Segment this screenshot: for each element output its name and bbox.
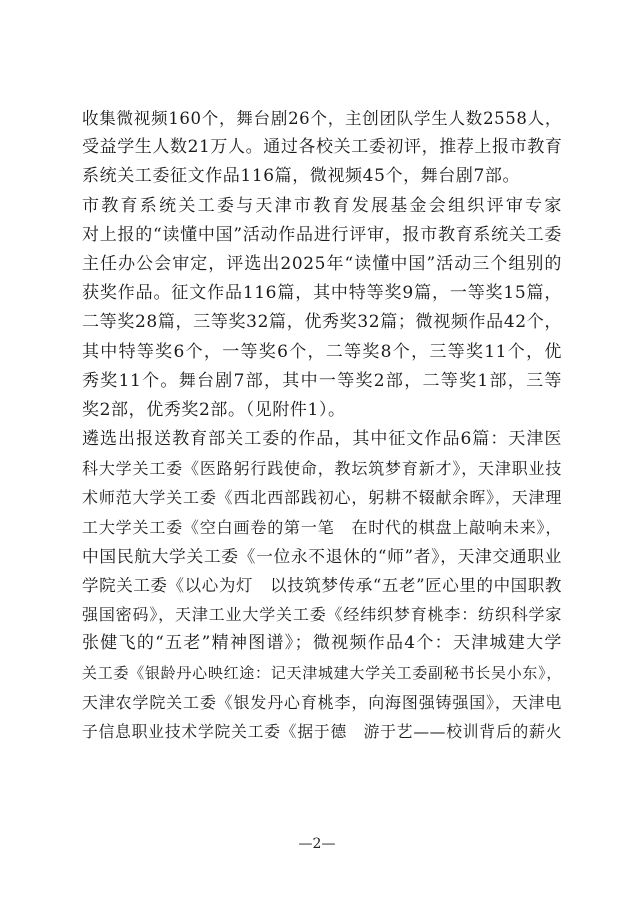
text-line: 秀奖11个。舞台剧7部，其中一等奖2部，二等奖1部，三等 <box>82 370 562 391</box>
text-line: 奖2部，优秀奖2部。（见附件1）。 <box>82 399 346 420</box>
text-line: 市教育系统关工委与天津市教育发展基金会组织评审专家 <box>82 195 562 216</box>
text-line: 其中特等奖6个，一等奖6个，二等奖8个，三等奖11个，优 <box>82 341 562 362</box>
text-line: 遴选出报送教育部关工委的作品，其中征文作品6篇：天津医 <box>82 429 562 450</box>
text-line: 系统关工委征文作品116篇，微视频45个，舞台剧7部。 <box>82 166 521 187</box>
text-line: 张健飞的“五老”精神图谱》；微视频作品4个：天津城建大学 <box>82 633 562 654</box>
text-line: 科大学关工委《医路躬行践使命，教坛筑梦育新才》，天津职业技 <box>82 459 562 479</box>
document-body <box>82 104 562 746</box>
text-line: 对上报的“读懂中国”活动作品进行评审，报市教育系统关工委 <box>82 224 562 245</box>
text-line: 工大学关工委《空白画卷的第一笔 在时代的棋盘上敲响未来》， <box>82 517 562 537</box>
text-line: 受益学生人数21万人。通过各校关工委初评，推荐上报市教育 <box>82 137 562 158</box>
text-line: 术师范大学关工委《西北西部践初心，躬耕不辍献余晖》，天津理 <box>82 488 562 508</box>
text-line: 强国密码》，天津工业大学关工委《经纬织梦育桃李：纺织科学家 <box>82 605 562 625</box>
text-line: 获奖作品。征文作品116篇，其中特等奖9篇，一等奖15篇， <box>82 283 562 304</box>
text-line: 二等奖28篇，三等奖32篇，优秀奖32篇；微视频作品42个， <box>82 312 562 333</box>
text-line: 关工委《银龄丹心映红途：记天津城建大学关工委副秘书长吴小东》， <box>82 663 562 682</box>
text-line: 收集微视频160个，舞台剧26个，主创团队学生人数2558人， <box>82 109 562 128</box>
text-line: 主任办公会审定，评选出2025年“读懂中国”活动三个组别的 <box>82 253 562 274</box>
text-line: 中国民航大学关工委《一位永不退休的“师”者》，天津交通职业 <box>82 545 562 566</box>
text-line: 子信息职业技术学院关工委《据于德 游于艺——校训背后的薪火 <box>82 721 562 741</box>
text-line: 学院关工委《以心为灯 以技筑梦传承“五老”匠心里的中国职教 <box>82 576 562 595</box>
text-line: 天津农学院关工委《银发丹心育桃李，向海图强铸强国》，天津电 <box>82 692 562 712</box>
page-number: —2— <box>298 836 336 852</box>
